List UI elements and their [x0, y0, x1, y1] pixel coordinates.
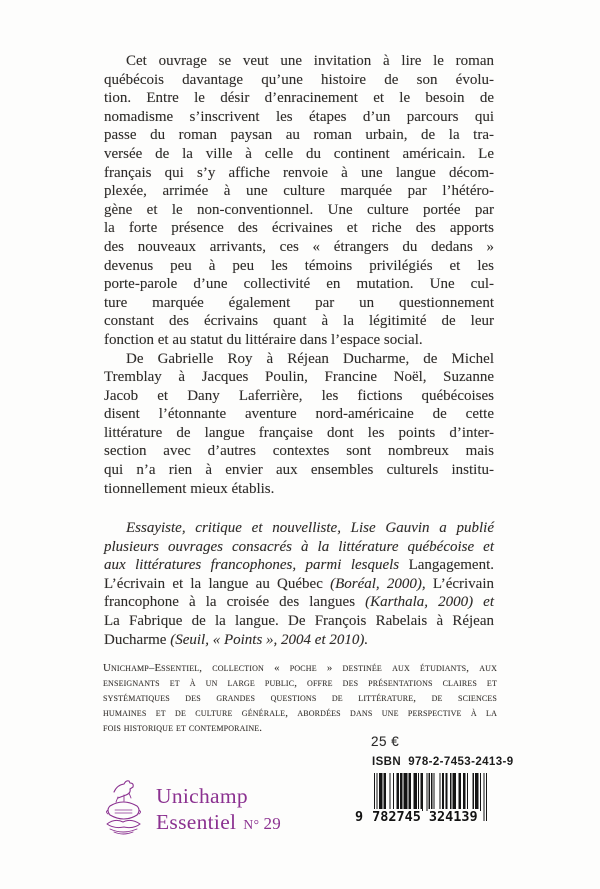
barcode-digits — [354, 809, 494, 825]
text-line: tion. Entre le désir d’enracinement et le besoin de — [104, 90, 494, 107]
text-line: fois historique et contemporaine. — [103, 722, 263, 734]
text-line: disent l’étonnante aventure nord-américaine de cette — [104, 406, 494, 423]
text-line: littérature de langue française dont les points d’inter- — [104, 424, 494, 441]
collection-note-text — [103, 661, 497, 736]
text-line: Cet ouvrage se veut une invitation à lire le roman — [126, 53, 494, 69]
synopsis-paragraph-1 — [104, 52, 494, 350]
series-number-label: N° — [243, 816, 260, 832]
text-line: versée de la ville à celle du continent américain. Le — [104, 145, 494, 162]
text-line: fonction et au statut du littéraire dans l’espace social. — [104, 331, 423, 348]
text-line: Jacob et Dany Laferrière, les fictions québécoises — [104, 387, 494, 404]
text-line: enseignants et à un large public, offre des présentations claires et — [103, 677, 497, 689]
text-line: tionnellement mieux établis. — [104, 480, 275, 497]
synopsis-text — [104, 52, 494, 498]
text-line: La Fabrique de la langue. De François Rabelais à Réjean — [104, 612, 494, 629]
text-line: humaines et de culture générale, abordées dans une perspective à la — [103, 707, 497, 719]
series-name-line1: Unichamp — [156, 784, 248, 808]
series-name-line2 — [156, 810, 281, 838]
barcode-digit-lead: 9 — [355, 809, 364, 825]
text-line: nomadisme s’inscrivent les étapes d’un parcours qui — [104, 108, 494, 125]
text-line: plusieurs ouvrages consacrés à la littérature québécoise et — [104, 538, 494, 555]
text-line: francophone à la croisée des langues (Karthala, 2000) et — [104, 594, 494, 611]
text-line: ture marquée également par un questionnement — [104, 294, 494, 311]
text-line: qui n’a rien à envier aux ensembles culturels institu- — [104, 462, 494, 479]
barcode-digit-group2: 324139 — [428, 809, 478, 825]
text-line: plexée, arrimée à une culture marquée par l’hétéro- — [104, 183, 494, 200]
author-bio-text — [104, 519, 494, 649]
text-line: gène et le non-conventionnel. Une culture portée par — [104, 201, 494, 218]
text-line: L’écrivain et la langue au Québec (Boréal, 2000), L’écrivain — [104, 575, 494, 592]
text-line: la forte présence des écrivaines et riche des apports — [104, 220, 494, 237]
text-line: section avec d’autres contextes sont nombreux mais — [104, 443, 494, 460]
price-label: 25 € — [371, 734, 400, 749]
text-line: De Gabrielle Roy à Réjean Ducharme, de Michel — [126, 350, 494, 367]
text-line: constant des écrivains quant à la légitimité de leur — [104, 313, 494, 330]
text-line: porte-parole d’une collectivité en mutation. Une cul- — [104, 276, 494, 293]
text-line: Ducharme (Seuil, « Points », 2004 et 2010). — [104, 631, 369, 648]
isbn-label: ISBN 978-2-7453-2413-9 — [372, 756, 514, 768]
series-name-essentiel: Essentiel — [156, 809, 237, 834]
text-line: québécois davantage qu’une histoire de son évolu- — [104, 71, 494, 88]
series-number-value: 29 — [263, 813, 282, 833]
text-line: des nouveaux arrivants, ces « étrangers du dedans » — [104, 238, 494, 255]
text-line: systématiques des grandes questions de littérature, de sciences — [103, 692, 497, 704]
text-line: aux littératures francophones, parmi lesquels Langagement. — [104, 557, 494, 574]
text-line: Essayiste, critique et nouvelliste, Lise Gauvin a publié — [126, 520, 494, 536]
text-line: devenus peu à peu les témoins privilégiés et les — [104, 257, 494, 274]
text-line: Unichamp–Essentiel, collection « poche » destinée aux étudiants, aux — [103, 662, 497, 674]
series-name — [156, 784, 281, 837]
barcode-digit-group1: 782745 — [372, 809, 421, 825]
text-line: français qui s’y affiche renvoie à une langue décom- — [104, 164, 494, 181]
synopsis-paragraph-2 — [104, 350, 494, 499]
text-line: passe du roman paysan au roman urbain, de la tra- — [104, 127, 494, 144]
champion-printer-mark-logo — [100, 779, 147, 837]
text-line: Tremblay à Jacques Poulin, Francine Noël, Suzanne — [104, 369, 494, 386]
